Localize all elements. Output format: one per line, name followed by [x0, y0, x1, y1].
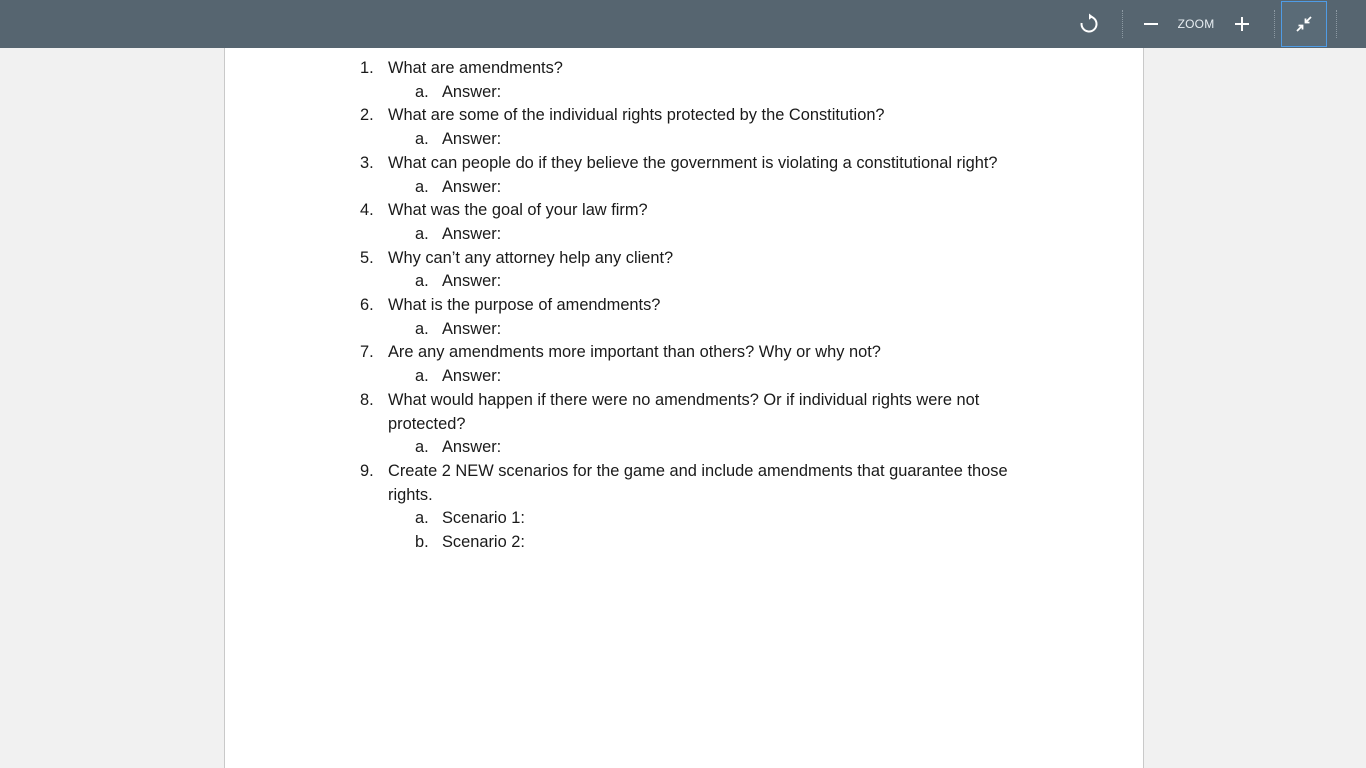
question-text: What are amendments?: [388, 59, 563, 77]
answer-item: [360, 318, 1040, 342]
answer-item: [360, 81, 1040, 105]
viewer-toolbar: [0, 0, 1366, 48]
answer-letter: a.: [415, 367, 429, 386]
answer-label: Answer:: [442, 272, 502, 291]
minus-icon: [1143, 16, 1159, 32]
question-item: [360, 460, 1040, 507]
answer-letter: a.: [415, 509, 429, 528]
zoom-out-button[interactable]: [1128, 1, 1174, 47]
question-item: [360, 152, 1040, 176]
question-number: 3.: [360, 153, 374, 172]
answer-item: [360, 270, 1040, 294]
answer-letter: a.: [415, 224, 429, 243]
question-text: Are any amendments more important than others? Why or why not?: [388, 343, 881, 362]
question-item: [360, 341, 1040, 365]
answer-item: [360, 223, 1040, 247]
rotate-icon: [1078, 13, 1100, 35]
answer-letter: a.: [415, 82, 429, 101]
answer-item: [360, 365, 1040, 389]
answer-label: Answer:: [442, 438, 502, 457]
question-list: [360, 57, 1040, 555]
answer-label: Answer:: [442, 224, 502, 243]
question-number: 9.: [360, 461, 374, 480]
zoom-label: ZOOM: [1177, 17, 1215, 31]
question-number: 8.: [360, 390, 374, 409]
answer-label: Scenario 2:: [442, 533, 525, 552]
toolbar-separator: [1122, 10, 1123, 38]
answer-label: Answer:: [442, 319, 502, 338]
rotate-button[interactable]: [1066, 1, 1112, 47]
plus-icon: [1234, 16, 1250, 32]
question-number: 7.: [360, 343, 374, 362]
question-item: [360, 389, 1040, 436]
answer-letter: a.: [415, 438, 429, 457]
question-text: What is the purpose of amendments?: [388, 296, 661, 315]
question-text: Create 2 NEW scenarios for the game and include amendments that guarantee those rights.: [388, 461, 1008, 504]
answer-label: Scenario 1:: [442, 509, 525, 528]
answer-label: Answer:: [442, 130, 502, 149]
question-item: [360, 57, 1040, 81]
question-text: What can people do if they believe the government is violating a constitutional right?: [388, 153, 998, 172]
question-number: 4.: [360, 201, 374, 220]
question-text: What was the goal of your law firm?: [388, 201, 648, 220]
question-item: [360, 104, 1040, 128]
document-page: [224, 48, 1144, 768]
question-item: [360, 294, 1040, 318]
question-item: [360, 247, 1040, 271]
answer-letter: a.: [415, 130, 429, 149]
zoom-in-button[interactable]: [1219, 1, 1265, 47]
question-item: [360, 199, 1040, 223]
answer-label: Answer:: [442, 177, 502, 196]
exit-fullscreen-icon: [1295, 15, 1313, 33]
answer-label: Answer:: [442, 82, 502, 101]
answer-label: Answer:: [442, 367, 502, 386]
question-number: 5.: [360, 248, 374, 267]
answer-letter: a.: [415, 272, 429, 291]
question-number: 6.: [360, 296, 374, 315]
answer-letter: b.: [415, 533, 429, 552]
toolbar-separator: [1274, 10, 1275, 38]
exit-fullscreen-button[interactable]: [1281, 1, 1327, 47]
answer-item: [360, 531, 1040, 555]
question-number: 1.: [360, 59, 374, 77]
answer-item: [360, 436, 1040, 460]
question-text: What would happen if there were no amendments? Or if individual rights were not protected?: [388, 390, 980, 433]
toolbar-separator: [1336, 10, 1337, 38]
question-text: Why can’t any attorney help any client?: [388, 248, 674, 267]
question-number: 2.: [360, 106, 374, 125]
question-text: What are some of the individual rights protected by the Constitution?: [388, 106, 885, 125]
answer-item: [360, 128, 1040, 152]
answer-letter: a.: [415, 177, 429, 196]
answer-letter: a.: [415, 319, 429, 338]
answer-item: [360, 176, 1040, 200]
answer-item: [360, 507, 1040, 531]
